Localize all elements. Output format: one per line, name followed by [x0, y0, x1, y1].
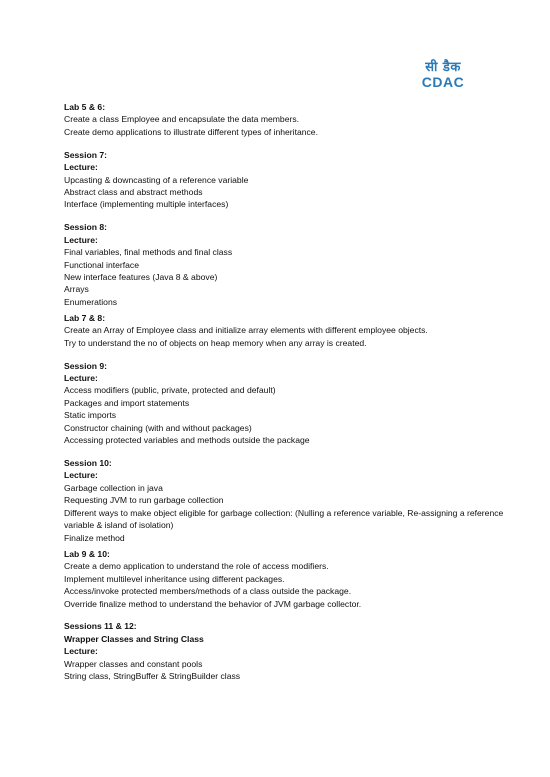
- list-item: Create a demo application to understand the role of access modifiers.: [64, 561, 329, 572]
- list-item: Create demo applications to illustrate different types of inheritance.: [64, 126, 318, 137]
- section-heading: Sessions 11 & 12:: [64, 621, 137, 632]
- list-item: Requesting JVM to run garbage collection: [64, 495, 224, 506]
- section-subheading: Lecture:: [64, 162, 98, 173]
- list-item: Functional interface: [64, 259, 139, 270]
- list-item: Interface (implementing multiple interfaces): [64, 199, 229, 210]
- section-lab-9-10: [64, 548, 504, 610]
- section-heading: Lab 9 & 10:: [64, 548, 110, 559]
- section-session-8: [64, 221, 504, 308]
- list-item: Enumerations: [64, 296, 118, 307]
- list-item: Finalize method: [64, 532, 125, 543]
- logo-english-text: CDAC: [421, 74, 465, 90]
- list-item: Different ways to make object eligible for garbage collection: (Nulling a reference variable, Re-assigning a reference variable & island of isolation): [64, 507, 504, 531]
- list-item: Garbage collection in java: [64, 482, 163, 493]
- section-heading: Session 10:: [64, 458, 112, 469]
- section-heading: Session 7:: [64, 149, 107, 160]
- list-item: Create a class Employee and encapsulate the data members.: [64, 114, 300, 125]
- document-body: [64, 101, 504, 693]
- list-item: Override finalize method to understand the behavior of JVM garbage collector.: [64, 598, 362, 609]
- logo-hindi-text: सी डैक: [425, 60, 461, 75]
- list-item: String class, StringBuffer & StringBuilder class: [64, 671, 241, 682]
- list-item: Create an Array of Employee class and initialize array elements with different employee objects.: [64, 325, 428, 336]
- section-subheading-lecture: Lecture:: [64, 646, 98, 657]
- section-session-7: [64, 149, 504, 211]
- list-item: Static imports: [64, 410, 117, 421]
- list-item: Arrays: [64, 284, 89, 295]
- cdac-logo: [416, 60, 470, 89]
- section-subheading: Lecture:: [64, 234, 98, 245]
- section-subheading: Wrapper Classes and String Class: [64, 633, 204, 644]
- section-lab-7-8: [64, 312, 504, 349]
- section-heading: Lab 5 & 6:: [64, 102, 106, 112]
- list-item: Implement multilevel inheritance using different packages.: [64, 573, 285, 584]
- list-item: Packages and import statements: [64, 397, 190, 408]
- list-item: Try to understand the no of objects on heap memory when any array is created.: [64, 337, 367, 348]
- list-item: Constructor chaining (with and without packages): [64, 422, 252, 433]
- list-item: Wrapper classes and constant pools: [64, 658, 203, 669]
- list-item: Final variables, final methods and final class: [64, 247, 233, 258]
- section-heading: Session 9:: [64, 360, 107, 371]
- list-item: Abstract class and abstract methods: [64, 187, 203, 198]
- list-item: Access/invoke protected members/methods of a class outside the package.: [64, 586, 352, 597]
- section-heading: Session 8:: [64, 222, 107, 233]
- list-item: Upcasting & downcasting of a reference variable: [64, 174, 249, 185]
- section-session-10: [64, 457, 504, 544]
- list-item: Access modifiers (public, private, protected and default): [64, 385, 276, 396]
- section-session-9: [64, 360, 504, 447]
- section-lab-5-6: [64, 101, 504, 138]
- section-subheading: Lecture:: [64, 373, 98, 383]
- list-item: Accessing protected variables and methods outside the package: [64, 435, 310, 446]
- section-heading: Lab 7 & 8:: [64, 312, 106, 323]
- list-item: New interface features (Java 8 & above): [64, 272, 218, 283]
- section-subheading: Lecture:: [64, 470, 98, 481]
- section-sessions-11-12: [64, 620, 504, 682]
